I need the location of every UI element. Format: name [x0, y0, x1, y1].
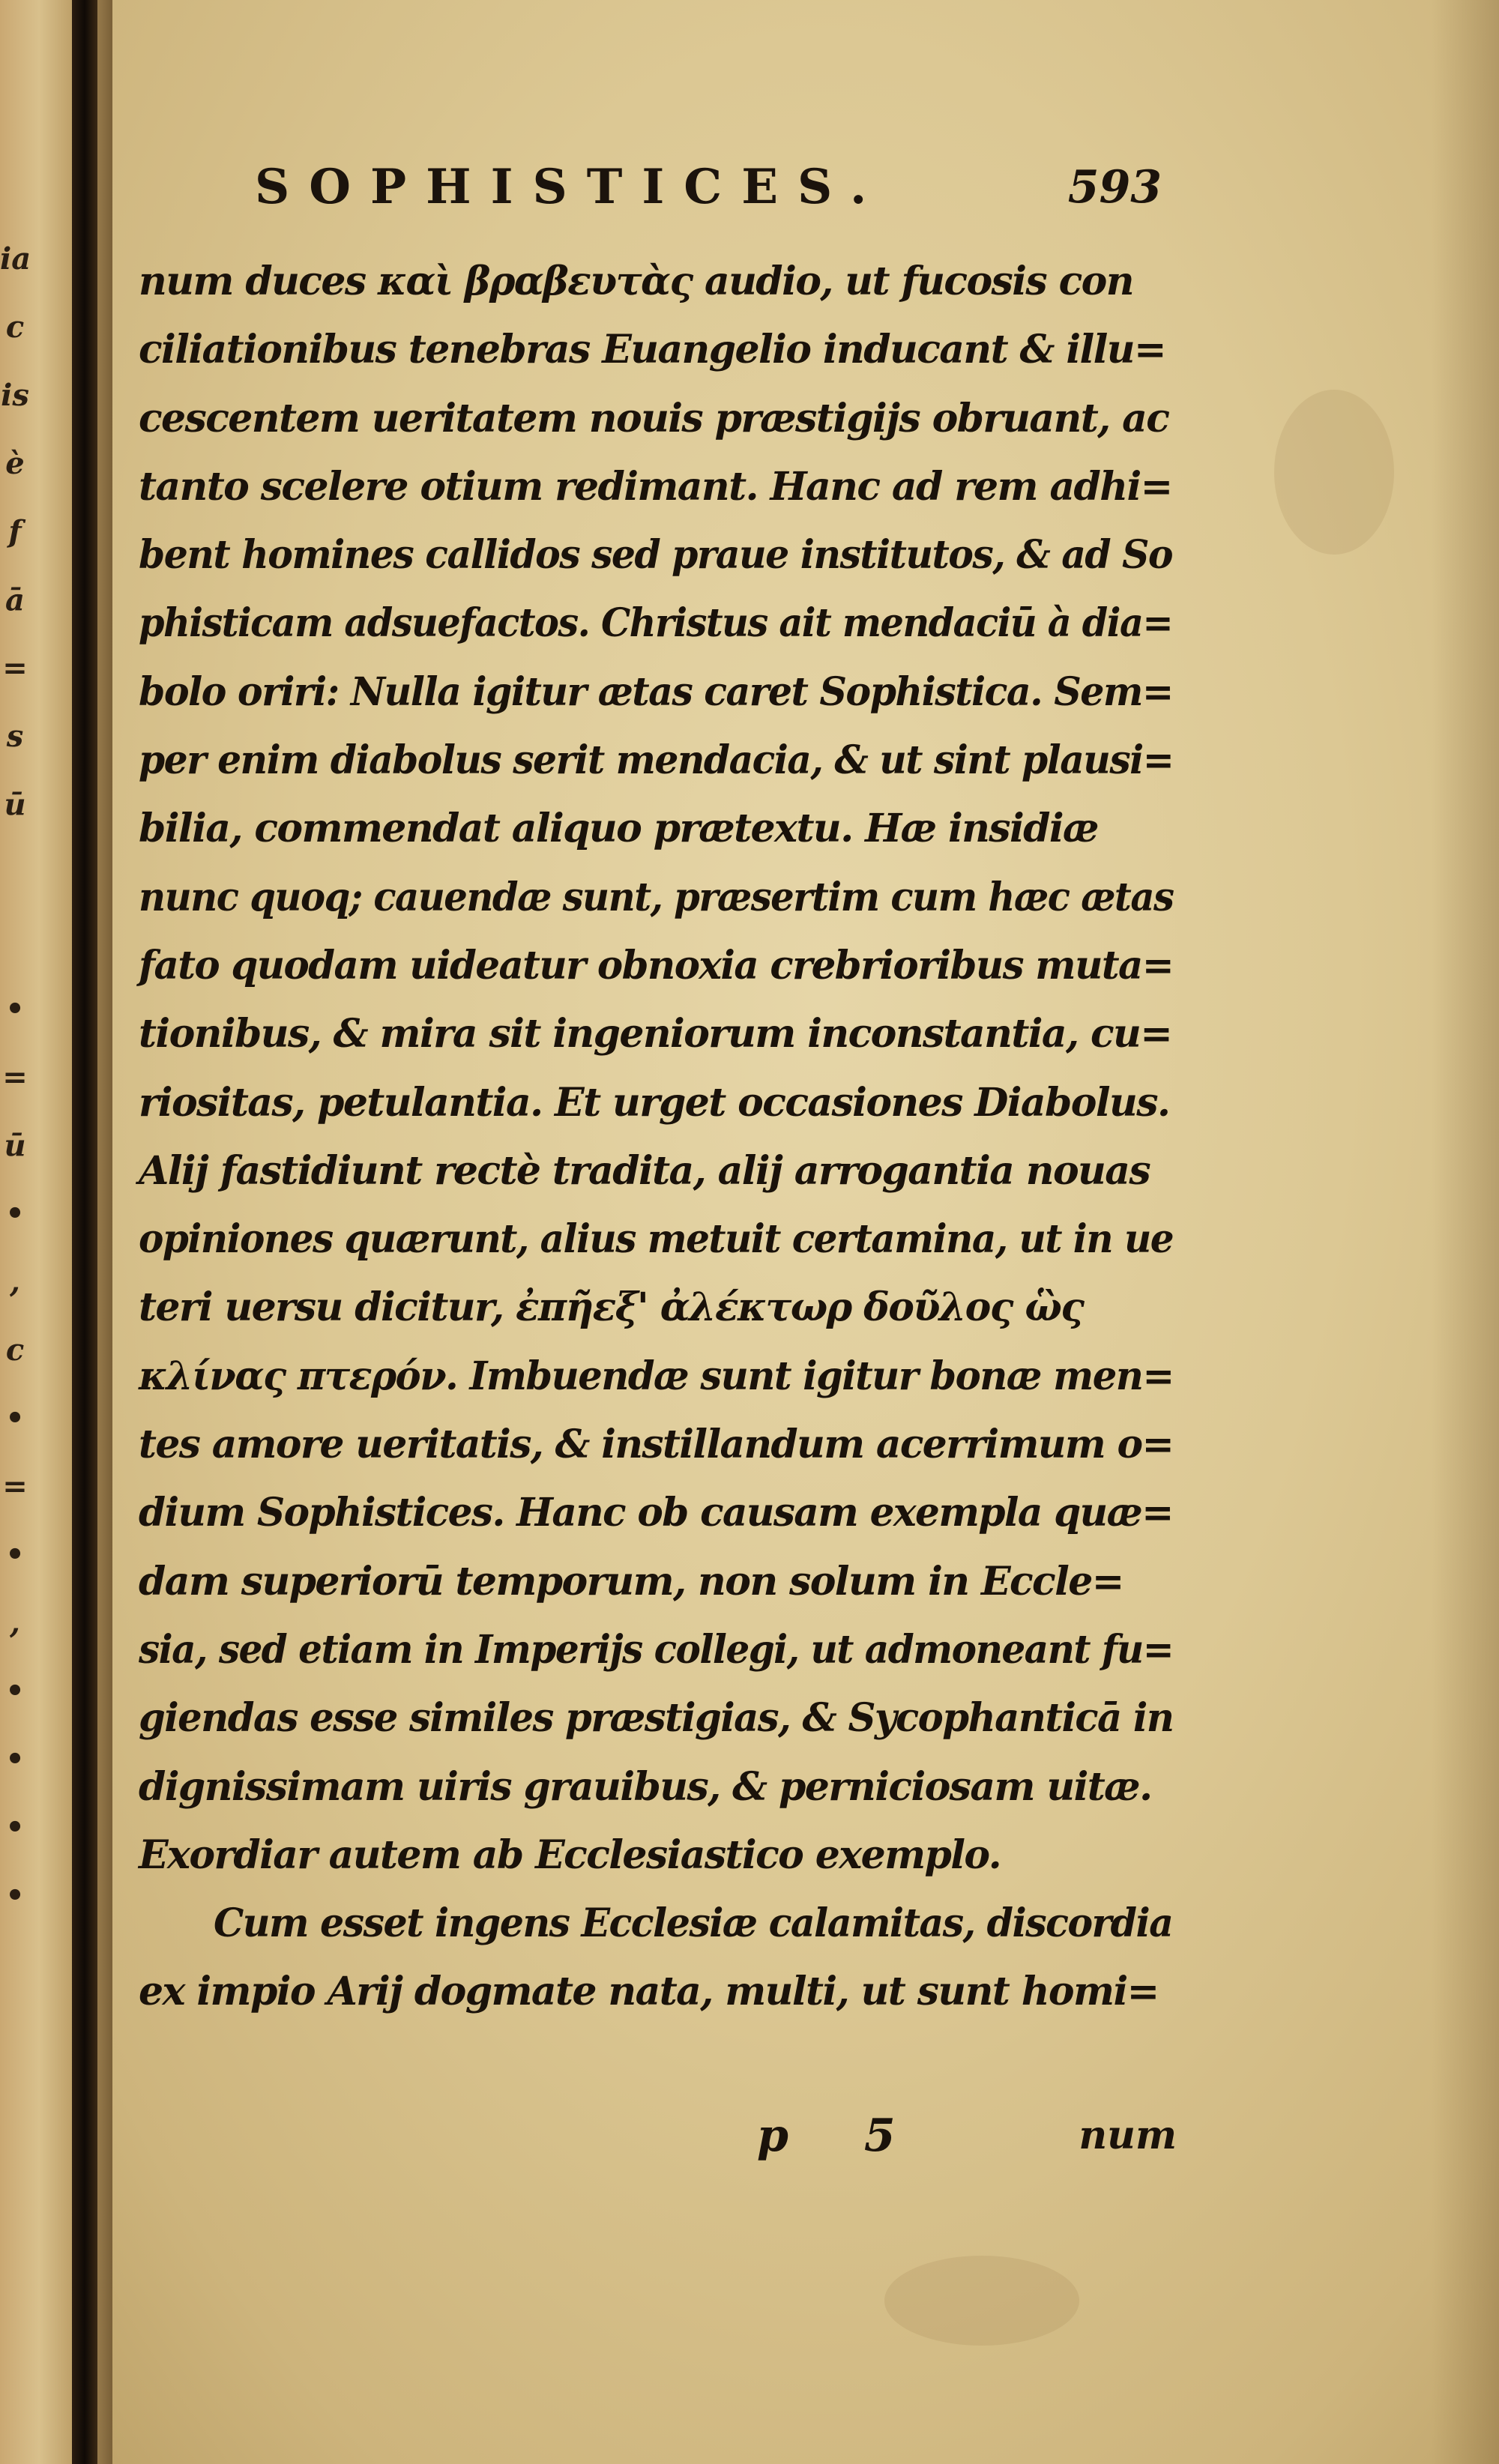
bleed-mark: , [10, 1264, 20, 1299]
text-line: cescentem ueritatem nouis præstigijs obruant, ac [139, 395, 1169, 441]
facing-page-bleed-through [0, 225, 30, 2173]
text-line: tionibus, & mira sit ingeniorum inconstantia, cu= [139, 1011, 1172, 1057]
bleed-mark: • [5, 1810, 25, 1845]
page-edge-shadow [1432, 0, 1499, 2464]
bleed-mark: s [6, 719, 24, 754]
text-line: bolo oriri: Nulla igitur ætas caret Sophistica. Sem= [139, 668, 1173, 715]
bleed-mark: , [10, 1605, 20, 1640]
bleed-mark: • [5, 1673, 25, 1709]
signature-mark: p 5 [757, 2110, 926, 2162]
bleed-mark: f [8, 514, 22, 549]
bleed-mark: ū [4, 787, 26, 822]
text-line: dam superiorū temporum, non solum in Eccle= [139, 1558, 1124, 1604]
text-line: bent homines callidos sed praue institutos, & ad So [139, 532, 1173, 579]
bleed-mark: • [5, 1537, 25, 1572]
text-line: Alij fastidiunt rectè tradita, alij arrogantia nouas [139, 1147, 1150, 1194]
running-title: SOPHISTICES. [255, 159, 887, 215]
bleed-mark: • [5, 1401, 25, 1436]
bleed-mark: = [2, 1060, 28, 1095]
text-line: dignissimam uiris grauibus, & perniciosam uitæ. [139, 1763, 1152, 1810]
text-line: phisticam adsuefactos. Christus ait mendaciū à dia= [139, 600, 1173, 647]
bleed-mark: • [5, 1196, 25, 1231]
bleed-mark: ia [0, 241, 31, 277]
binding-spine [72, 0, 97, 2464]
text-line: tes amore ueritatis, & instillandum acerrimum o= [139, 1422, 1174, 1468]
bleed-mark: c [5, 1332, 25, 1368]
text-line: sia, sed etiam in Imperijs collegi, ut admoneant fu= [139, 1626, 1174, 1673]
running-header [255, 157, 1162, 217]
bleed-mark: • [5, 1878, 25, 1913]
text-line: ciliationibus tenebras Euangelio inducant & illu= [139, 327, 1165, 373]
text-line: riositas, petulantia. Et urget occasiones Diabolus. [139, 1079, 1170, 1126]
text-line: Cum esset ingens Ecclesiæ calamitas, discordia [214, 1900, 1173, 1947]
bleed-mark [0, 839, 30, 907]
bleed-mark: • [5, 991, 25, 1027]
bleed-mark: = [2, 1469, 28, 1504]
paper-stain [1274, 390, 1394, 555]
page-number: 593 [1067, 161, 1162, 214]
page-footer [757, 2098, 1177, 2173]
body-text [139, 247, 1173, 2026]
text-line: ex impio Arij dogmate nata, multi, ut sunt homi= [139, 1969, 1159, 2015]
text-line: per enim diabolus serit mendacia, & ut sint plausi= [139, 737, 1174, 784]
bleed-mark [0, 907, 30, 975]
text-line: κλίνας πτερόν. Imbuendæ sunt igitur bonæ men= [139, 1353, 1174, 1399]
bleed-mark: ā [5, 582, 25, 617]
text-line: bilia, commendat aliquo prætextu. Hæ insidiæ [139, 806, 1098, 852]
text-line: num duces καὶ βραβευτὰς audio, ut fucosis con [139, 259, 1133, 304]
text-line: giendas esse similes præstigias, & Sycophanticā in [139, 1695, 1174, 1742]
bleed-mark: è [5, 446, 25, 481]
bleed-mark: c [5, 309, 25, 345]
text-line: tanto scelere otium redimant. Hanc ad rem adhi= [139, 463, 1172, 510]
bleed-mark: is [1, 378, 29, 413]
bleed-mark: • [5, 1742, 25, 1777]
text-line: dium Sophistices. Hanc ob causam exempla quæ= [139, 1490, 1173, 1536]
text-line: fato quodam uideatur obnoxia crebrioribus muta= [139, 942, 1174, 988]
bleed-mark: ū [4, 1128, 26, 1163]
catchword: num [1079, 2113, 1177, 2158]
text-line: Exordiar autem ab Ecclesiastico exemplo. [139, 1832, 1001, 1878]
text-line: opiniones quærunt, alius metuit certamina, ut in ue [139, 1216, 1174, 1263]
text-line: nunc quoq; cauendæ sunt, præsertim cum hæc ætas [139, 874, 1174, 920]
text-line: teri uersu dicitur, ἐπῆεξ' ἀλέκτωρ δοῦλος ὣς [139, 1284, 1084, 1331]
paper-stain [884, 2256, 1079, 2346]
bleed-mark: = [2, 650, 28, 686]
